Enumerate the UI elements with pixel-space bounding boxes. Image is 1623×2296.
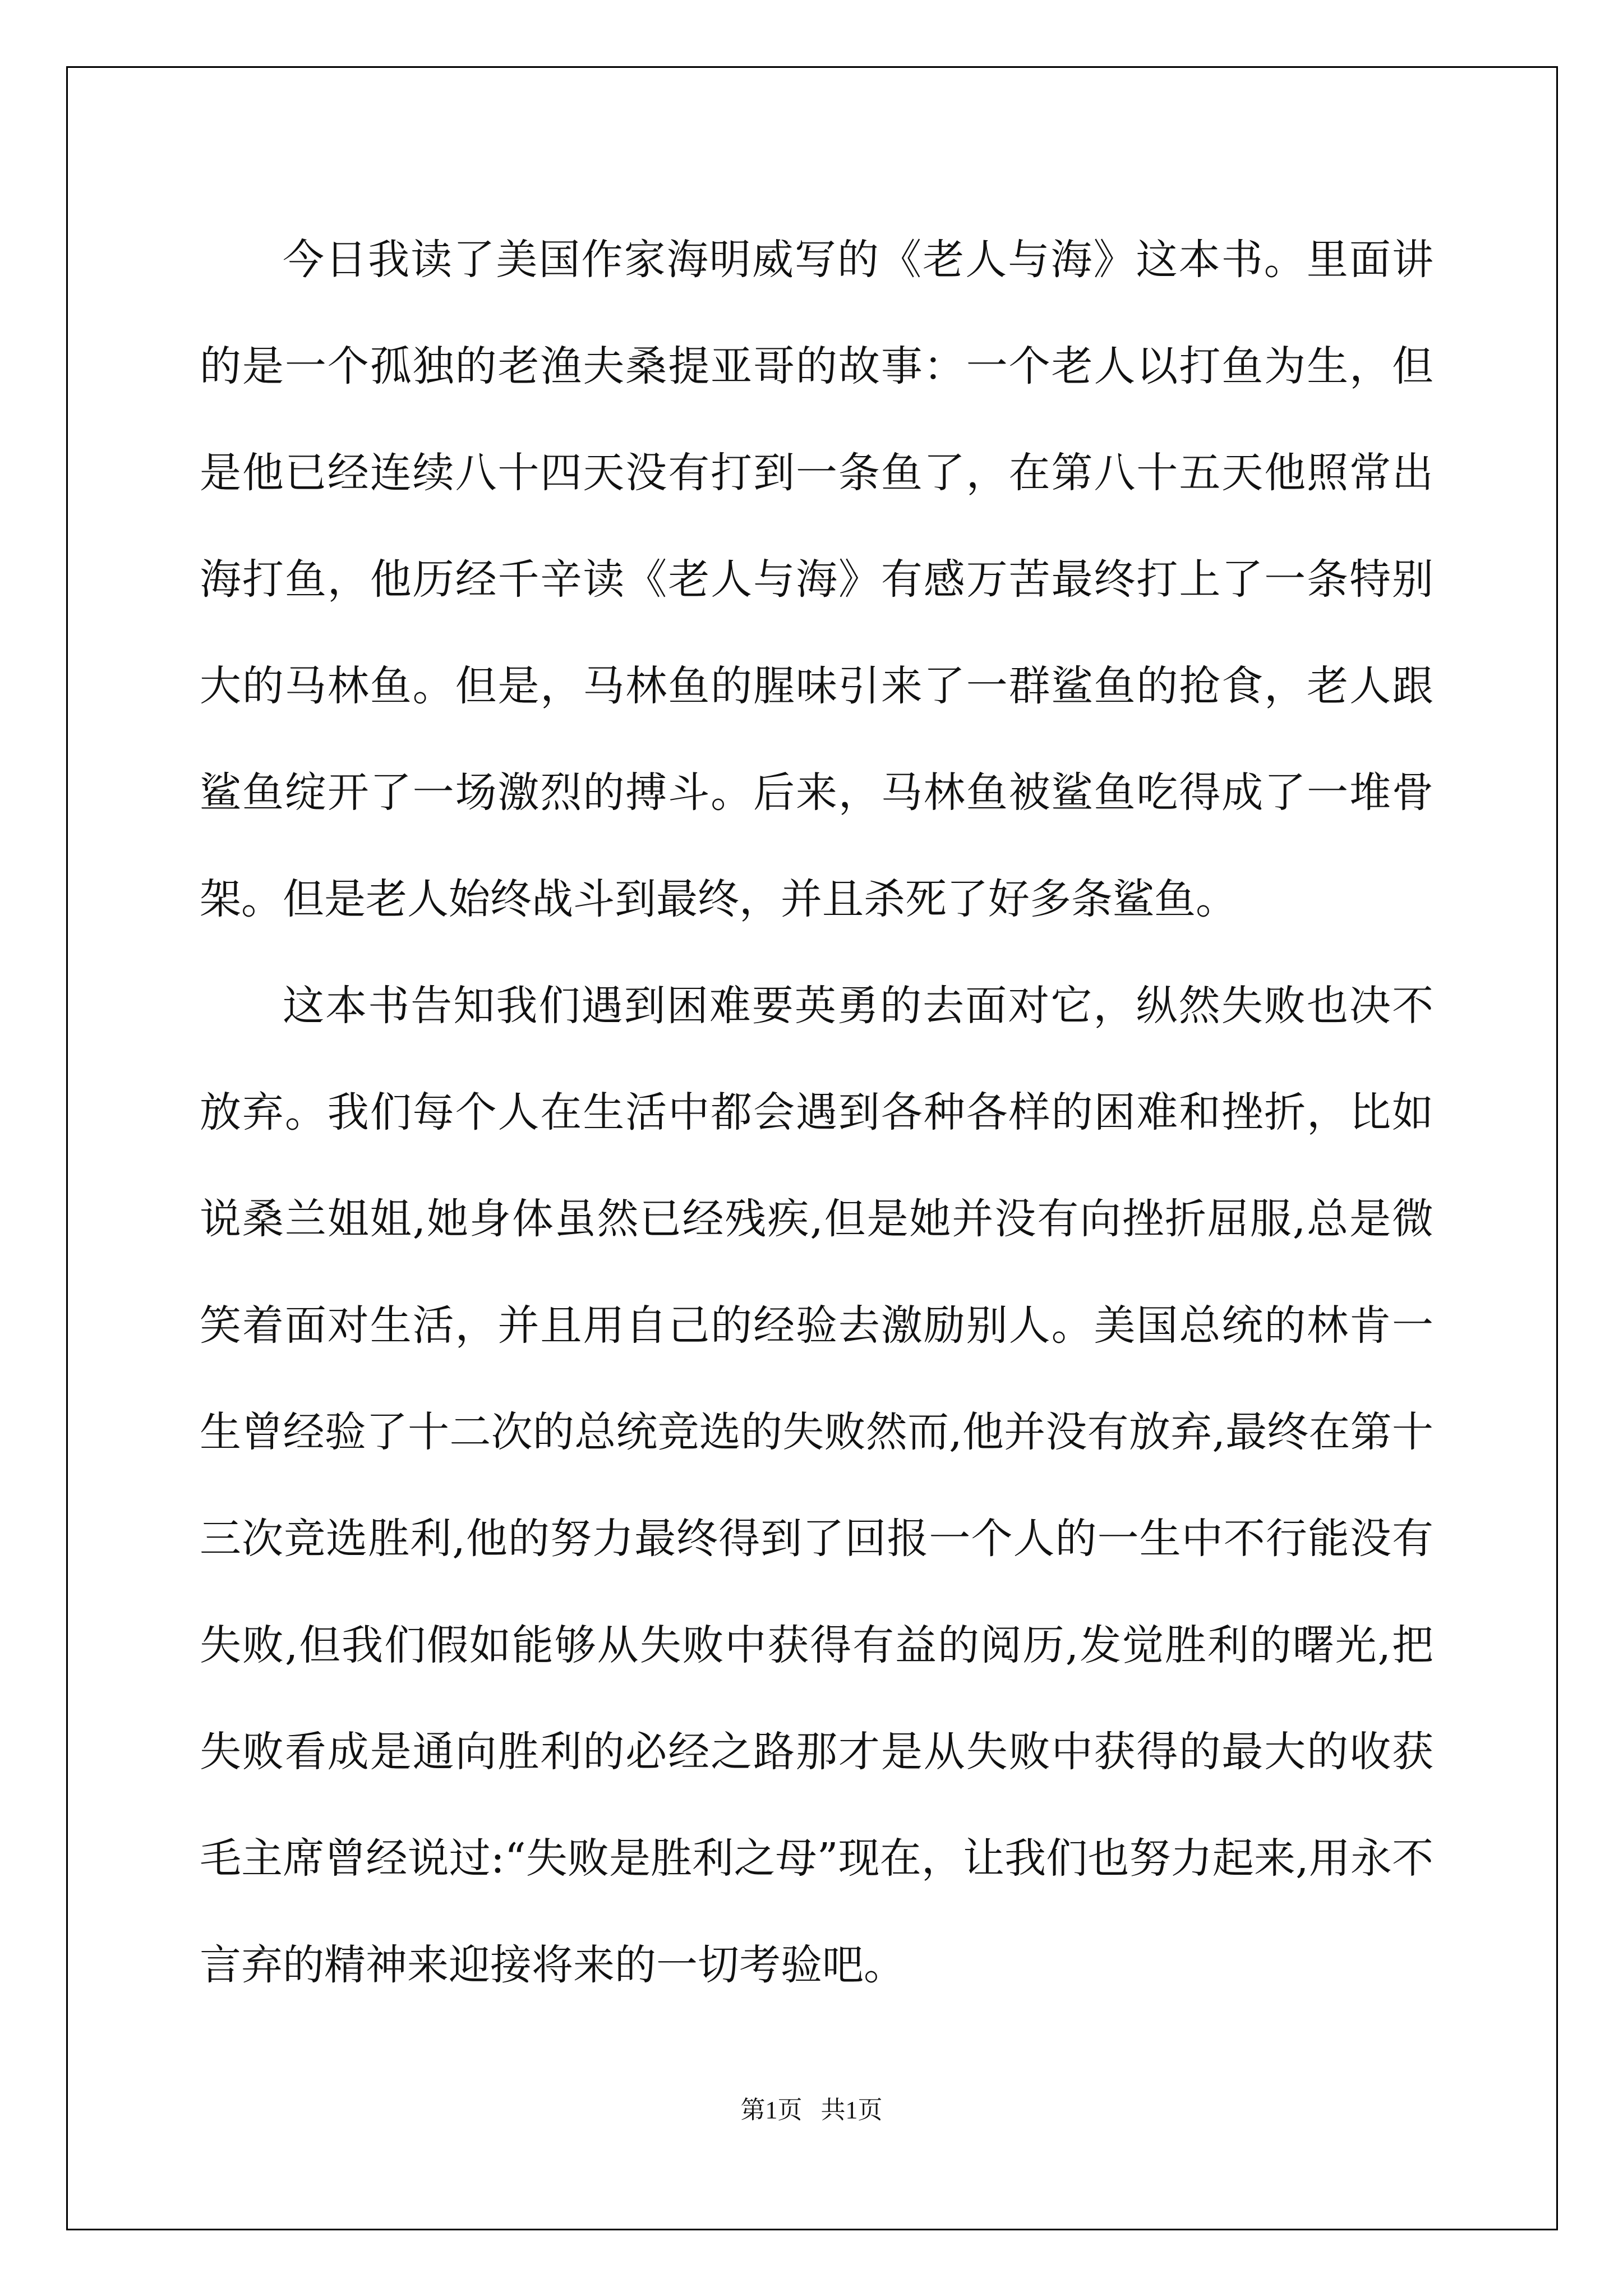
paragraph-1: 今日我读了美国作家海明威写的《老人与海》这本书。里面讲的是一个孤独的老渔夫桑提亚哥的故事：一个老人以打鱼为生，但是他已经连续八十四天没有打到一条鱼了，在第八十五天他照常出海打鱼，他历经千辛读《老人与海》有感万苦最终打上了一条特别大的马林鱼。但是，马林鱼的腥味引来了一群鲨鱼的抢食，老人跟鲨鱼绽开了一场激烈的搏斗。后来，马林鱼被鲨鱼吃得成了一堆骨架。但是老人始终战斗到最终，并且杀死了好多条鲨鱼。 bbox=[200, 236, 1433, 923]
document-body bbox=[200, 206, 1433, 2018]
paragraph-2: 这本书告知我们遇到困难要英勇的去面对它，纵然失败也决不放弃。我们每个人在生活中都会遇到各种各样的困难和挫折，比如说桑兰姐姐,她身体虽然已经残疾,但是她并没有向挫折屈服,总是微笑着面对生活，并且用自己的经验去激励别人。美国总统的林肯一生曾经验了十二次的总统竞选的失败然而,他并没有放弃,最终在第十三次竞选胜利,他的努力最终得到了回报一个人的一生中不行能没有失败,但我们假如能够从失败中获得有益的阅历,发觉胜利的曙光,把失败看成是通向胜利的必经之路那才是从失败中获得的最大的收获毛主席曾经说过:“失败是胜利之母”现在，让我们也努力起来,用永不言弃的精神来迎接将来的一切考验吧。 bbox=[200, 982, 1433, 1989]
page-footer: 第1页 共1页 bbox=[740, 2096, 883, 2124]
